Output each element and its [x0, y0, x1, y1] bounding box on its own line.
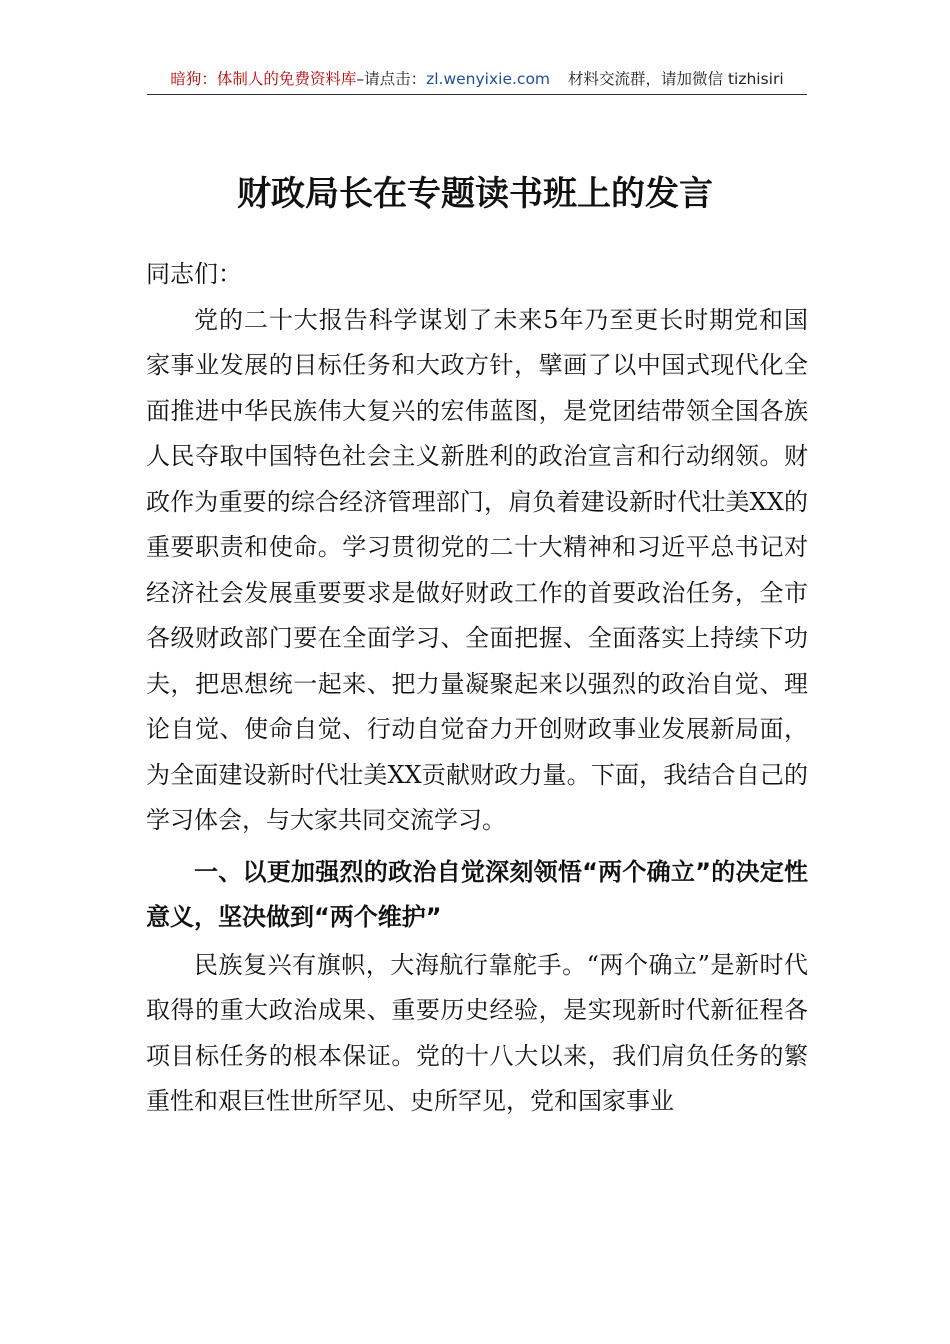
header-brand: 暗狗：体制人的免费资料库 — [170, 70, 357, 88]
document-body — [146, 252, 808, 1125]
salutation: 同志们： — [146, 260, 242, 288]
header-contact: 材料交流群，请加微信 tizhisiri — [568, 70, 784, 88]
header-prompt: –请点击： — [356, 70, 427, 88]
page-header — [147, 66, 807, 95]
section-1-paragraph: 民族复兴有旗帜，大海航行靠舵手。“两个确立”是新时代取得的重大政治成果、重要历史经验，是实现新时代新征程各项目标任务的根本保证。党的十八大以来，我们肩负任务的繁重性和艰巨性世所罕见、史所罕见，党和国家事业 — [146, 950, 808, 1115]
intro-paragraph: 党的二十大报告科学谋划了未来5年乃至更长时期党和国家事业发展的目标任务和大政方针，擘画了以中国式现代化全面推进中华民族伟大复兴的宏伟蓝图，是党团结带领全国各族人民夺取中国特色社会主义新胜利的政治宣言和行动纲领。财政作为重要的综合经济管理部门，肩负着建设新时代壮美XX的重要职责和使命。学习贯彻党的二十大精神和习近平总书记对经济社会发展重要要求是做好财政工作的首要政治任务，全市各级财政部门要在全面学习、全面把握、全面落实上持续下功夫，把思想统一起来、把力量凝聚起来以强烈的政治自觉、理论自觉、使命自觉、行动自觉奋力开创财政事业发展新局面，为全面建设新时代壮美XX贡献财政力量。下面，我结合自己的学习体会，与大家共同交流学习。 — [146, 305, 808, 834]
header-url-link[interactable]: zl.wenyixie.com — [426, 70, 551, 88]
section-heading-1: 一、以更加强烈的政治自觉深刻领悟“两个确立”的决定性意义，坚决做到“两个维护” — [146, 857, 808, 931]
document-title: 财政局长在专题读书班上的发言 — [237, 174, 713, 214]
